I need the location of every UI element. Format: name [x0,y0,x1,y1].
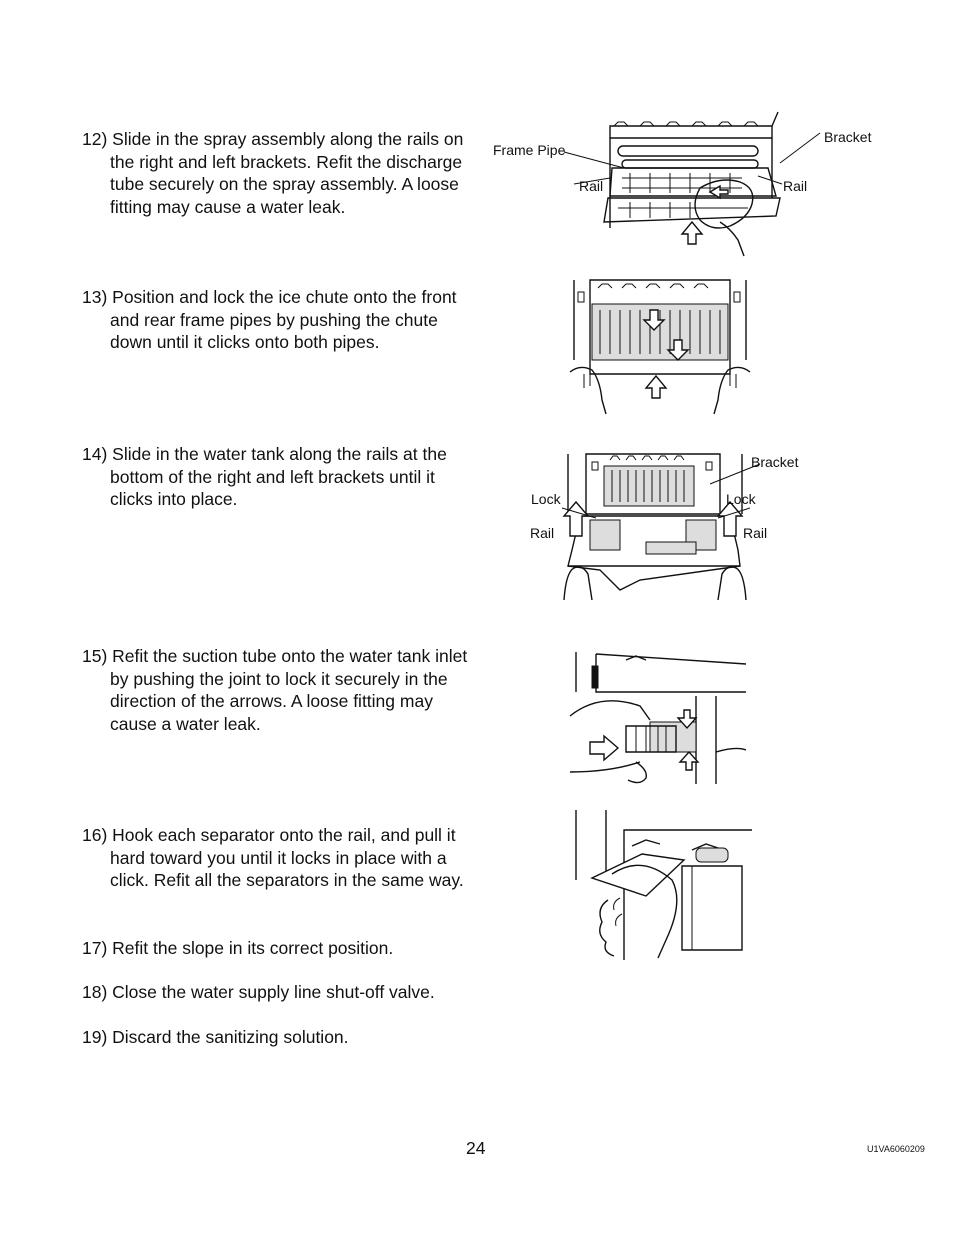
figure-ice-chute [570,276,750,416]
step-17 [82,937,497,960]
step-12 [82,128,497,218]
label-lock-right: Lock [726,491,756,507]
ice-chute-illustration [570,276,750,416]
label-frame-pipe: Frame Pipe [493,142,566,158]
step-18 [82,981,497,1004]
step-13-line-3: down until it clicks onto both pipes. [110,332,380,352]
step-16 [82,824,497,892]
label-lock-left: Lock [531,491,561,507]
step-19 [82,1026,497,1049]
label-bracket: Bracket [824,129,872,145]
step-14-line-2: bottom of the right and left brackets until it [110,466,435,487]
suction-tube-illustration [566,652,746,787]
step-13-line-1: 13) Position and lock the ice chute onto the front [82,287,457,307]
label-rail-left: Rail [579,178,604,194]
step-15-line-1: 15) Refit the suction tube onto the water tank inlet [82,646,468,666]
step-13 [82,286,497,354]
label-rail-right: Rail [783,178,808,194]
label-rail-right: Rail [743,525,768,541]
label-rail-left: Rail [530,525,555,541]
step-15-line-4: cause a water leak. [110,713,261,734]
step-16-line-1: 16) Hook each separator onto the rail, and pull it [82,825,456,845]
step-12-line-4: fitting may cause a water leak. [110,196,346,217]
step-17-line-1: 17) Refit the slope in its correct position. [82,938,394,958]
label-bracket: Bracket [751,454,799,470]
step-15-line-3: direction of the arrows. A loose fitting may [110,691,433,711]
step-15-line-2: by pushing the joint to lock it securely in the [110,668,448,689]
fig14-leader-lines [560,450,770,520]
figure-separator [572,810,756,965]
step-15 [82,645,497,735]
step-14-line-1: 14) Slide in the water tank along the rails at the [82,444,447,464]
step-13-line-2: and rear frame pipes by pushing the chute [110,309,438,330]
figure-spray-assembly [493,118,872,258]
step-16-line-2: hard toward you until it locks in place with a [110,847,447,868]
fig12-leader-lines [570,128,820,208]
separator-illustration [572,810,756,965]
document-code: U1VA6060209 [867,1144,925,1154]
step-19-line-1: 19) Discard the sanitizing solution. [82,1027,349,1047]
step-14-line-3: clicks into place. [110,489,238,509]
step-12-line-3: tube securely on the spray assembly. A loose [110,174,459,194]
figure-suction-tube [566,652,746,787]
step-14 [82,443,497,511]
step-12-line-1: 12) Slide in the spray assembly along the rails on [82,129,464,149]
step-16-line-3: click. Refit all the separators in the same way. [110,870,464,890]
step-18-line-1: 18) Close the water supply line shut-off valve. [82,982,435,1002]
step-12-line-2: the right and left brackets. Refit the discharge [110,151,463,172]
page-number: 24 [466,1138,486,1158]
figure-water-tank [530,450,799,605]
